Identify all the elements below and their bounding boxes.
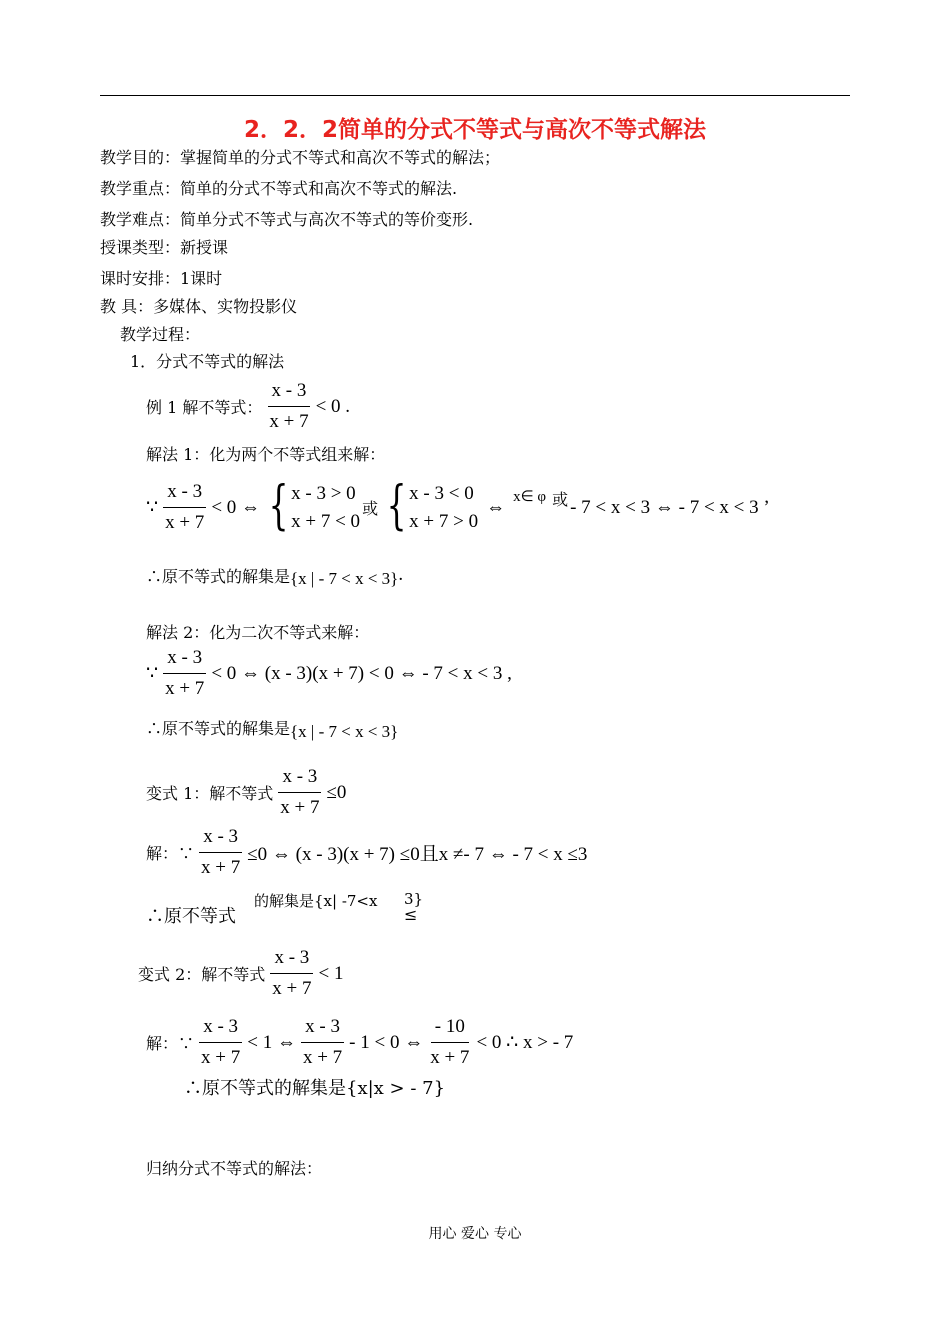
system-2 xyxy=(380,475,479,536)
header-rule xyxy=(100,95,850,96)
process-label: 教学过程： xyxy=(120,325,201,344)
denominator: x + 7 xyxy=(201,857,241,878)
step: < 1 ⇔ xyxy=(247,1031,296,1053)
iff-symbol: ⇔ xyxy=(241,496,261,518)
less-than-zero: < 0 xyxy=(211,496,242,518)
numerator: x - 3 xyxy=(199,824,242,853)
method1-conclusion xyxy=(146,561,403,589)
system-1 xyxy=(262,475,361,536)
step: < 0 ∴ x > - 7 xyxy=(476,1032,574,1053)
variant2-rhs: < 1 xyxy=(318,962,344,984)
fraction xyxy=(161,479,208,536)
conclusion-text: ∴原不等式 xyxy=(146,906,236,927)
method1-label: 解法 1：化为两个不等式组来解： xyxy=(146,445,386,464)
or-word: 或 xyxy=(552,492,569,509)
fraction xyxy=(197,824,244,881)
numerator: x - 3 xyxy=(268,378,311,407)
variant1-label: 变式 1：解不等式 xyxy=(146,784,274,803)
fraction xyxy=(161,645,208,702)
method2-label: 解法 2：化为二次不等式来解： xyxy=(146,623,370,642)
numerator: x - 3 xyxy=(270,945,313,974)
variant2-solution xyxy=(146,1014,573,1071)
numerator: x - 3 xyxy=(163,645,206,674)
example1 xyxy=(146,378,350,435)
conclusion-text: 3} xyxy=(404,890,424,908)
le-symbol: ≤ xyxy=(404,905,418,924)
denominator: x + 7 xyxy=(165,512,205,533)
denominator: x + 7 xyxy=(269,411,309,432)
solve-label: 解：∵ xyxy=(146,846,195,863)
method1-derivation xyxy=(146,475,770,536)
equivalence-chain: < 0 ⇔ (x - 3)(x + 7) < 0 ⇔ - 7 < x < 3 , xyxy=(211,662,512,684)
because-symbol: ∵ xyxy=(146,497,159,518)
solve-label: 解：∵ xyxy=(146,1036,195,1053)
denominator: x + 7 xyxy=(430,1047,470,1068)
example1-label: 例 1 解不等式： xyxy=(146,398,263,417)
method2-conclusion xyxy=(146,712,398,742)
objective-line: 教学目的：掌握简单的分式不等式和高次不等式的解法； xyxy=(100,148,501,167)
numerator: - 10 xyxy=(431,1014,469,1043)
system-row: x - 3 > 0 xyxy=(291,482,356,504)
system-row: x + 7 > 0 xyxy=(409,510,479,532)
variant2-label: 变式 2：解不等式 xyxy=(138,965,266,984)
system-row: x - 3 < 0 xyxy=(409,482,474,504)
denominator: x + 7 xyxy=(201,1047,241,1068)
method2-derivation xyxy=(146,645,512,702)
denominator: x + 7 xyxy=(280,797,320,818)
left-brace: { xyxy=(268,475,289,536)
equivalence-chain: ≤0 ⇔ (x - 3)(x + 7) ≤0且x ≠- 7 ⇔ - 7 < x ≤3 xyxy=(247,844,588,865)
fraction xyxy=(276,764,323,821)
range-result: - 7 < x < 3 ⇔ - 7 < x < 3 ’ xyxy=(570,496,770,518)
conclusion-text: 的解集是{x| -7<x xyxy=(254,892,378,910)
difficulty-line: 教学难点：简单分式不等式与高次不等式的等价变形. xyxy=(100,210,474,229)
iff-symbol: ⇔ xyxy=(486,496,506,518)
fraction xyxy=(268,945,315,1002)
solution-set: {x | - 7 < x < 3} xyxy=(290,722,399,741)
summary-label: 归纳分式不等式的解法： xyxy=(146,1159,323,1178)
denominator: x + 7 xyxy=(302,1047,343,1068)
fraction xyxy=(299,1014,346,1071)
solution-set: {x | - 7 < x < 3} xyxy=(290,569,399,588)
left-brace: { xyxy=(386,475,407,536)
section-heading: 1．分式不等式的解法 xyxy=(130,352,285,371)
variant1-conclusion xyxy=(146,888,466,928)
numerator: x - 3 xyxy=(163,479,206,508)
because-symbol: ∵ xyxy=(146,663,159,684)
denominator: x + 7 xyxy=(165,678,205,699)
or-word: 或 xyxy=(362,501,379,518)
numerator: x - 3 xyxy=(301,1014,344,1043)
key-point-line: 教学重点：简单的分式不等式和高次不等式的解法. xyxy=(100,179,458,198)
page-footer: 用心 爱心 专心 xyxy=(428,1226,522,1242)
schedule-line: 课时安排：1课时 xyxy=(100,269,223,288)
lesson-type-line: 授课类型：新授课 xyxy=(100,238,229,257)
numerator: x - 3 xyxy=(199,1014,242,1043)
example1-rhs: < 0 . xyxy=(315,395,351,417)
page-title: 2．2．2简单的分式不等式与高次不等式解法 xyxy=(243,117,706,143)
variant2 xyxy=(138,945,343,1002)
fraction xyxy=(426,1014,473,1071)
step: - 1 < 0 ⇔ xyxy=(349,1031,424,1053)
conclusion-text: ∴原不等式的解集是 xyxy=(146,718,291,738)
tools-line: 教 具：多媒体、实物投影仪 xyxy=(100,297,298,316)
fraction xyxy=(197,1014,244,1071)
numerator: x - 3 xyxy=(278,764,321,793)
variant1-rhs: ≤0 xyxy=(326,781,347,803)
empty-set-text: x∈ φ xyxy=(513,489,547,505)
example1-fraction xyxy=(265,378,312,435)
period: . xyxy=(398,564,404,585)
conclusion-text: ∴原不等式的解集是 xyxy=(146,566,291,586)
variant1-solution xyxy=(146,824,587,881)
variant1 xyxy=(146,764,346,821)
variant2-conclusion: ∴原不等式的解集是{x|x > - 7} xyxy=(184,1078,446,1099)
system-row: x + 7 < 0 xyxy=(291,510,361,532)
denominator: x + 7 xyxy=(272,978,312,999)
